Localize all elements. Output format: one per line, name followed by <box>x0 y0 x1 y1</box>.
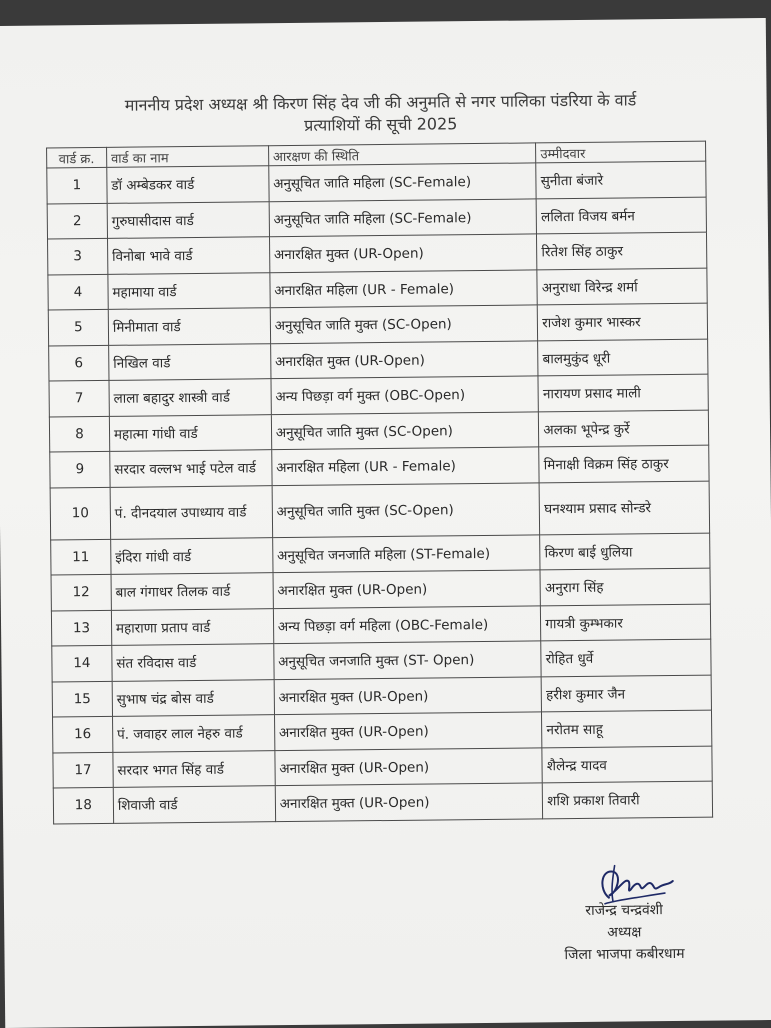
reservation-cell: अनारक्षित मुक्त (UR-Open) <box>275 783 543 821</box>
candidate-cell: किरण बाई धुलिया <box>540 533 710 570</box>
candidate-cell: राजेश कुमार भास्कर <box>538 303 708 340</box>
candidate-cell: शैलेन्द्र यादव <box>542 746 712 783</box>
candidate-cell: अनुराग सिंह <box>540 568 710 605</box>
candidate-cell: रितेश सिंह ठाकुर <box>537 232 707 269</box>
signatory-organization: जिला भाजपा कबीरधाम <box>564 945 685 964</box>
header-ward-name: वार्ड का नाम <box>106 146 268 168</box>
ward-name-cell: शिवाजी वार्ड <box>113 786 275 823</box>
ward-number-cell: 11 <box>51 539 111 575</box>
candidate-cell: बालमुकुंद धूरी <box>538 339 708 376</box>
ward-name-cell: सरदार भगत सिंह वार्ड <box>113 750 275 787</box>
ward-name-cell: महामाया वार्ड <box>108 272 270 309</box>
document-page <box>0 18 771 1028</box>
title-line-2: प्रत्याशियों की सूची 2025 <box>304 114 458 135</box>
ward-number-cell: 5 <box>48 309 108 345</box>
candidate-cell: ललिता विजय बर्मन <box>536 197 706 234</box>
candidate-table <box>46 141 713 824</box>
reservation-cell: अनारक्षित मुक्त (UR-Open) <box>275 747 543 785</box>
candidate-cell: मिनाक्षी विक्रम सिंह ठाकुर <box>539 445 709 482</box>
ward-name-cell: सुभाष चंद्र बोस वार्ड <box>112 679 274 716</box>
candidate-cell: शशि प्रकाश तिवारी <box>543 781 713 818</box>
ward-name-cell: पं. जवाहर लाल नेहरु वार्ड <box>112 715 274 752</box>
ward-number-cell: 9 <box>50 451 110 487</box>
ward-number-cell: 7 <box>49 380 109 416</box>
reservation-cell: अनुसूचित जाति मुक्त (SC-Open) <box>271 411 539 449</box>
signature-block <box>524 858 725 966</box>
candidate-cell: अलका भूपेन्द्र कुर्रे <box>539 410 709 447</box>
ward-name-cell: विनोबा भावे वार्ड <box>107 237 269 274</box>
reservation-cell: अनारक्षित मुक्त (UR-Open) <box>274 676 542 714</box>
header-reservation: आरक्षण की स्थिति <box>268 143 536 166</box>
reservation-cell: अनारक्षित मुक्त (UR-Open) <box>273 570 541 608</box>
reservation-cell: अनारक्षित मुक्त (UR-Open) <box>269 234 537 272</box>
candidate-cell: हरीश कुमार जैन <box>541 675 711 712</box>
ward-name-cell: लाला बहादुर शास्त्री वार्ड <box>109 379 271 416</box>
candidate-cell: अनुराधा विरेन्द्र शर्मा <box>537 268 707 305</box>
signatory-designation: अध्यक्ष <box>607 924 642 941</box>
ward-number-cell: 4 <box>48 274 108 310</box>
ward-name-cell: सरदार वल्लभ भाई पटेल वार्ड <box>110 450 272 487</box>
ward-name-cell: बाल गंगाधर तिलक वार्ड <box>111 573 273 610</box>
reservation-cell: अनारक्षित महिला (UR - Female) <box>271 447 539 485</box>
reservation-cell: अनुसूचित जनजाति महिला (ST-Female) <box>272 534 540 572</box>
ward-number-cell: 13 <box>51 610 111 646</box>
candidate-cell: नारायण प्रसाद माली <box>538 374 708 411</box>
ward-name-cell: पं. दीनदयाल उपाध्याय वार्ड <box>110 485 272 539</box>
header-candidate: उम्मीदवार <box>536 141 706 163</box>
ward-name-cell: मिनीमाता वार्ड <box>108 308 270 345</box>
candidate-cell: सुनीता बंजारे <box>536 161 706 198</box>
candidate-cell: रोहित धुर्वे <box>541 639 711 676</box>
candidate-cell: नरोतम साहू <box>542 710 712 747</box>
document-title <box>56 89 706 140</box>
ward-name-cell: निखिल वार्ड <box>108 343 270 380</box>
reservation-cell: अनुसूचित जाति महिला (SC-Female) <box>269 198 537 236</box>
ward-number-cell: 16 <box>53 716 113 752</box>
reservation-cell: अनुसूचित जाति मुक्त (SC-Open) <box>270 305 538 343</box>
reservation-cell: अनुसूचित जाति महिला (SC-Female) <box>269 163 537 201</box>
ward-number-cell: 2 <box>47 203 107 239</box>
ward-number-cell: 10 <box>50 487 110 540</box>
ward-number-cell: 6 <box>49 345 109 381</box>
reservation-cell: अनुसूचित जाति मुक्त (SC-Open) <box>272 482 540 537</box>
reservation-cell: अनारक्षित महिला (UR - Female) <box>270 269 538 307</box>
ward-number-cell: 8 <box>49 416 109 452</box>
ward-number-cell: 15 <box>52 681 112 717</box>
ward-name-cell: गुरुघासीदास वार्ड <box>107 201 269 238</box>
reservation-cell: अनुसूचित जनजाति मुक्त (ST- Open) <box>274 641 542 679</box>
reservation-cell: अनारक्षित मुक्त (UR-Open) <box>274 712 542 750</box>
ward-number-cell: 17 <box>53 752 113 788</box>
ward-number-cell: 3 <box>48 238 108 274</box>
ward-name-cell: महात्मा गांधी वार्ड <box>109 414 271 451</box>
table-row <box>50 481 710 540</box>
reservation-cell: अनारक्षित मुक्त (UR-Open) <box>270 340 538 378</box>
header-ward-number: वार्ड क्र. <box>47 147 107 168</box>
signatory-name: राजेन्द्र चन्द्रवंशी <box>585 902 663 919</box>
ward-name-cell: महाराणा प्रताप वार्ड <box>111 608 273 645</box>
title-line-1: माननीय प्रदेश अध्यक्ष श्री किरण सिंह देव जी की अनुमति से नगर पालिका पंडरिया के वार्ड <box>124 90 637 115</box>
ward-number-cell: 18 <box>53 787 113 823</box>
candidate-cell: गायत्री कुम्भकार <box>541 604 711 641</box>
ward-number-cell: 14 <box>52 645 112 681</box>
ward-name-cell: इंदिरा गांधी वार्ड <box>111 537 273 574</box>
reservation-cell: अन्य पिछड़ा वर्ग मुक्त (OBC-Open) <box>271 376 539 414</box>
candidate-cell: घनश्याम प्रसाद सोन्डरे <box>539 481 709 535</box>
reservation-cell: अन्य पिछड़ा वर्ग महिला (OBC-Female) <box>273 605 541 643</box>
ward-name-cell: डॉ अम्बेडकर वार्ड <box>107 166 269 203</box>
table-row <box>53 781 712 823</box>
ward-name-cell: संत रविदास वार्ड <box>112 644 274 681</box>
ward-number-cell: 12 <box>51 574 111 610</box>
ward-number-cell: 1 <box>47 167 107 203</box>
